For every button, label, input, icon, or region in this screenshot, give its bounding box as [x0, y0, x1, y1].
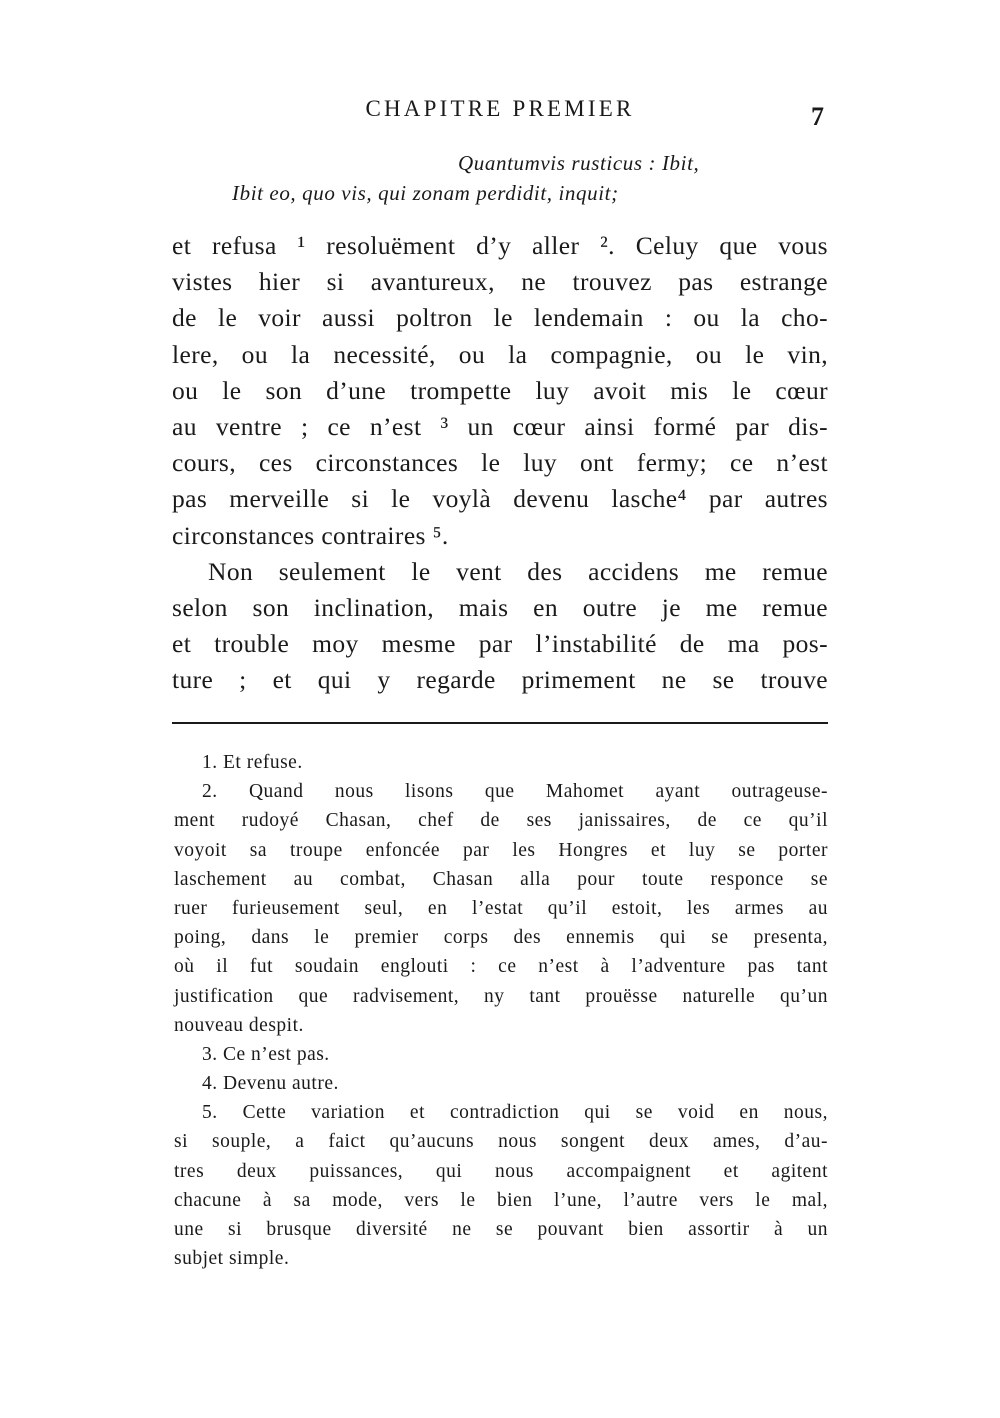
- footnote-3: [174, 1040, 828, 1069]
- footnote-line: laschement au combat, Chasan alla pour toute responce se: [174, 868, 828, 890]
- footnote-line: si souple, a faict qu’aucuns nous songent deux ames, d’au-: [174, 1131, 828, 1153]
- footnote-line: tres deux puissances, qui nous accompaignent et agitent: [174, 1160, 828, 1182]
- footnote-line: 4. Devenu autre.: [202, 1073, 339, 1095]
- epigraph-quote: [172, 148, 772, 208]
- paragraph-2: [172, 554, 828, 699]
- epigraph-line: Quantumvis rusticus : Ibit,: [458, 151, 700, 175]
- running-head: [172, 96, 828, 132]
- footnote-line: nouveau despit.: [174, 1014, 304, 1036]
- footnote-line: où il fut soudain englouti : ce n’est à l’adventure pas tant: [174, 956, 828, 978]
- footnote-5: [174, 1098, 828, 1273]
- footnote-line: 5. Cette variation et contradiction qui se void en nous,: [202, 1102, 828, 1124]
- footnote-line: poing, dans le premier corps des ennemis qui se presenta,: [174, 927, 828, 949]
- footnote-line: subjet simple.: [174, 1248, 290, 1270]
- epigraph-line: Ibit eo, quo vis, qui zonam perdidit, inquit;: [232, 181, 619, 205]
- footnote-2: [174, 777, 828, 1040]
- text-line: et refusa ¹ resoluëment d’y aller ². Celuy que vous: [172, 231, 828, 260]
- text-line: de le voir aussi poltron le lendemain : ou la cho-: [172, 303, 828, 333]
- text-line: circonstances contraires ⁵.: [172, 520, 449, 550]
- main-text: [172, 228, 828, 698]
- text-line: et trouble moy mesme par l’instabilité de ma pos-: [172, 629, 828, 659]
- footnote-line: 3. Ce n’est pas.: [202, 1043, 330, 1065]
- text-line: cours, ces circonstances le luy ont fermy; ce n’est: [172, 448, 828, 478]
- page-number: 7: [811, 102, 824, 131]
- text-line: pas merveille si le voylà devenu lasche⁴ par autres: [172, 484, 828, 514]
- text-line: ou le son d’une trompette luy avoit mis le cœur: [172, 375, 828, 405]
- footnote-divider: [172, 722, 828, 724]
- footnote-line: chacune à sa mode, vers le bien l’une, l’autre vers le mal,: [174, 1189, 828, 1211]
- footnote-line: 2. Quand nous lisons que Mahomet ayant outrageuse-: [202, 781, 828, 803]
- footnote-line: 1. Et refuse.: [202, 752, 303, 773]
- footnote-4: [174, 1069, 828, 1098]
- footnote-1: [174, 748, 828, 777]
- text-line: selon son inclination, mais en outre je me remue: [172, 592, 828, 622]
- text-line: Non seulement le vent des accidens me remue: [208, 556, 828, 586]
- footnote-line: justification que radvisement, ny tant prouësse naturelle qu’un: [174, 985, 828, 1007]
- footnote-line: voyoit sa troupe enfoncée par les Hongres et luy se porter: [174, 839, 828, 861]
- footnote-line: ruer furieusement seul, en l’estat qu’il estoit, les armes au: [174, 897, 828, 919]
- text-line: vistes hier si avantureux, ne trouvez pas estrange: [172, 267, 828, 297]
- text-line: au ventre ; ce n’est ³ un cœur ainsi formé par dis-: [172, 411, 828, 441]
- footnote-line: ment rudoyé Chasan, chef de ses janissaires, de ce qu’il: [174, 810, 828, 832]
- chapter-title: CHAPITRE PREMIER: [365, 96, 635, 121]
- text-line: ture ; et qui y regarde primement ne se trouve: [172, 665, 828, 695]
- footnotes: [174, 748, 828, 1273]
- footnote-line: une si brusque diversité ne se pouvant bien assortir à un: [174, 1219, 828, 1240]
- paragraph-1: [172, 228, 828, 554]
- text-line: lere, ou la necessité, ou la compagnie, ou le vin,: [172, 339, 828, 369]
